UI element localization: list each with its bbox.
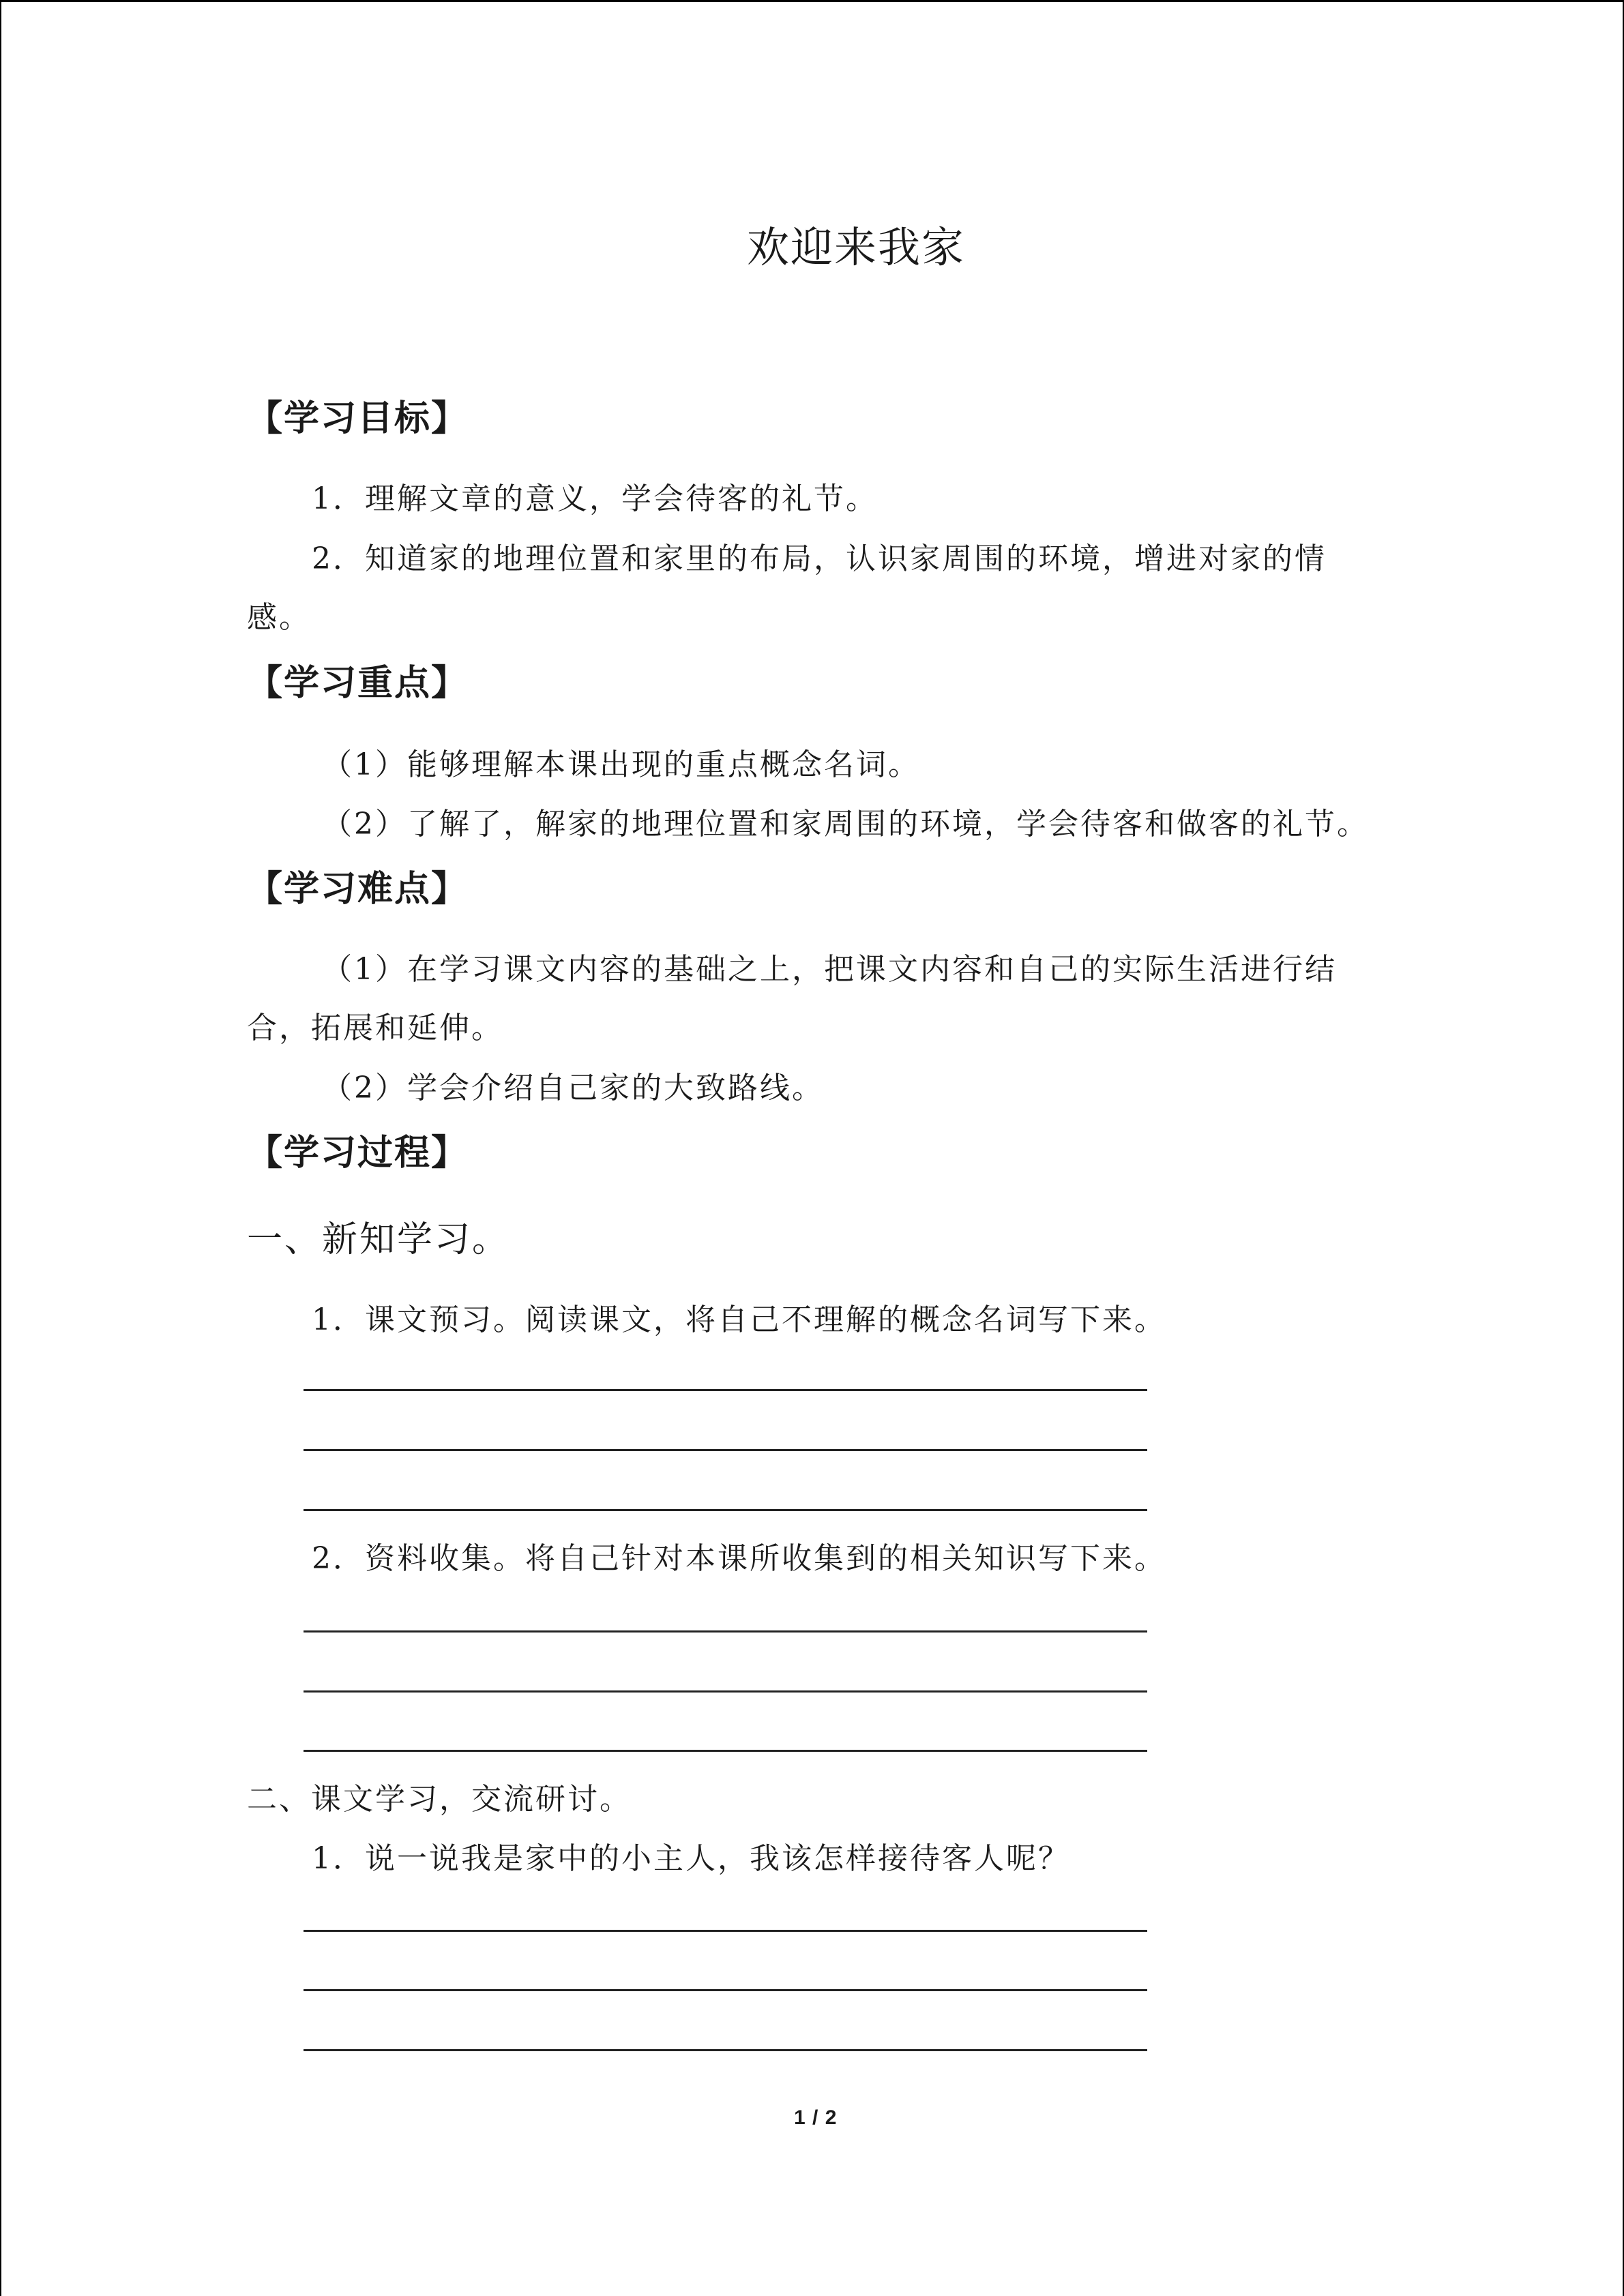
key-points-item-1: （1）能够理解本课出现的重点概念名词。	[322, 747, 920, 782]
page-number: 1 / 2	[794, 2106, 838, 2129]
part-2-title: 二、课文学习，交流研讨。	[247, 1782, 632, 1817]
task-2-text: 2．资料收集。将自己针对本课所收集到的相关知识写下来。	[312, 1541, 1166, 1576]
difficulties-heading: 【学习难点】	[247, 869, 469, 910]
answer-line[interactable]	[304, 1989, 1147, 1991]
answer-line[interactable]	[304, 1389, 1147, 1391]
process-heading: 【学习过程】	[247, 1133, 469, 1174]
difficulties-item-2: （2）学会介绍自己家的大致路线。	[322, 1071, 824, 1105]
goals-item-1: 1．理解文章的意义，学会待客的礼节。	[312, 481, 878, 516]
task-3-text: 1．说一说我是家中的小主人，我该怎样接待客人呢？	[312, 1841, 1070, 1876]
answer-line[interactable]	[304, 1690, 1147, 1693]
goals-item-2-line-1: 2．知道家的地理位置和家里的布局，认识家周围的环境，增进对家的情	[312, 541, 1327, 576]
goals-heading: 【学习目标】	[247, 398, 469, 439]
part-1-title: 一、新知学习。	[247, 1219, 510, 1260]
goals-item-2-line-2: 感。	[247, 600, 311, 635]
key-points-item-2: （2）了解了，解家的地理位置和家周围的环境，学会待客和做客的礼节。	[322, 807, 1369, 841]
answer-line[interactable]	[304, 1449, 1147, 1451]
difficulties-item-1-line-1: （1）在学习课文内容的基础之上，把课文内容和自己的实际生活进行结	[322, 952, 1337, 987]
key-points-heading: 【学习重点】	[247, 663, 469, 704]
difficulties-item-1-line-2: 合，拓展和延伸。	[247, 1011, 503, 1045]
answer-line[interactable]	[304, 1750, 1147, 1752]
answer-line[interactable]	[304, 1630, 1147, 1632]
page-title: 欢迎来我家	[747, 222, 966, 272]
answer-line[interactable]	[304, 1509, 1147, 1511]
task-1-text: 1．课文预习。阅读课文，将自己不理解的概念名词写下来。	[312, 1302, 1166, 1337]
answer-line[interactable]	[304, 1930, 1147, 1932]
answer-line[interactable]	[304, 2049, 1147, 2051]
